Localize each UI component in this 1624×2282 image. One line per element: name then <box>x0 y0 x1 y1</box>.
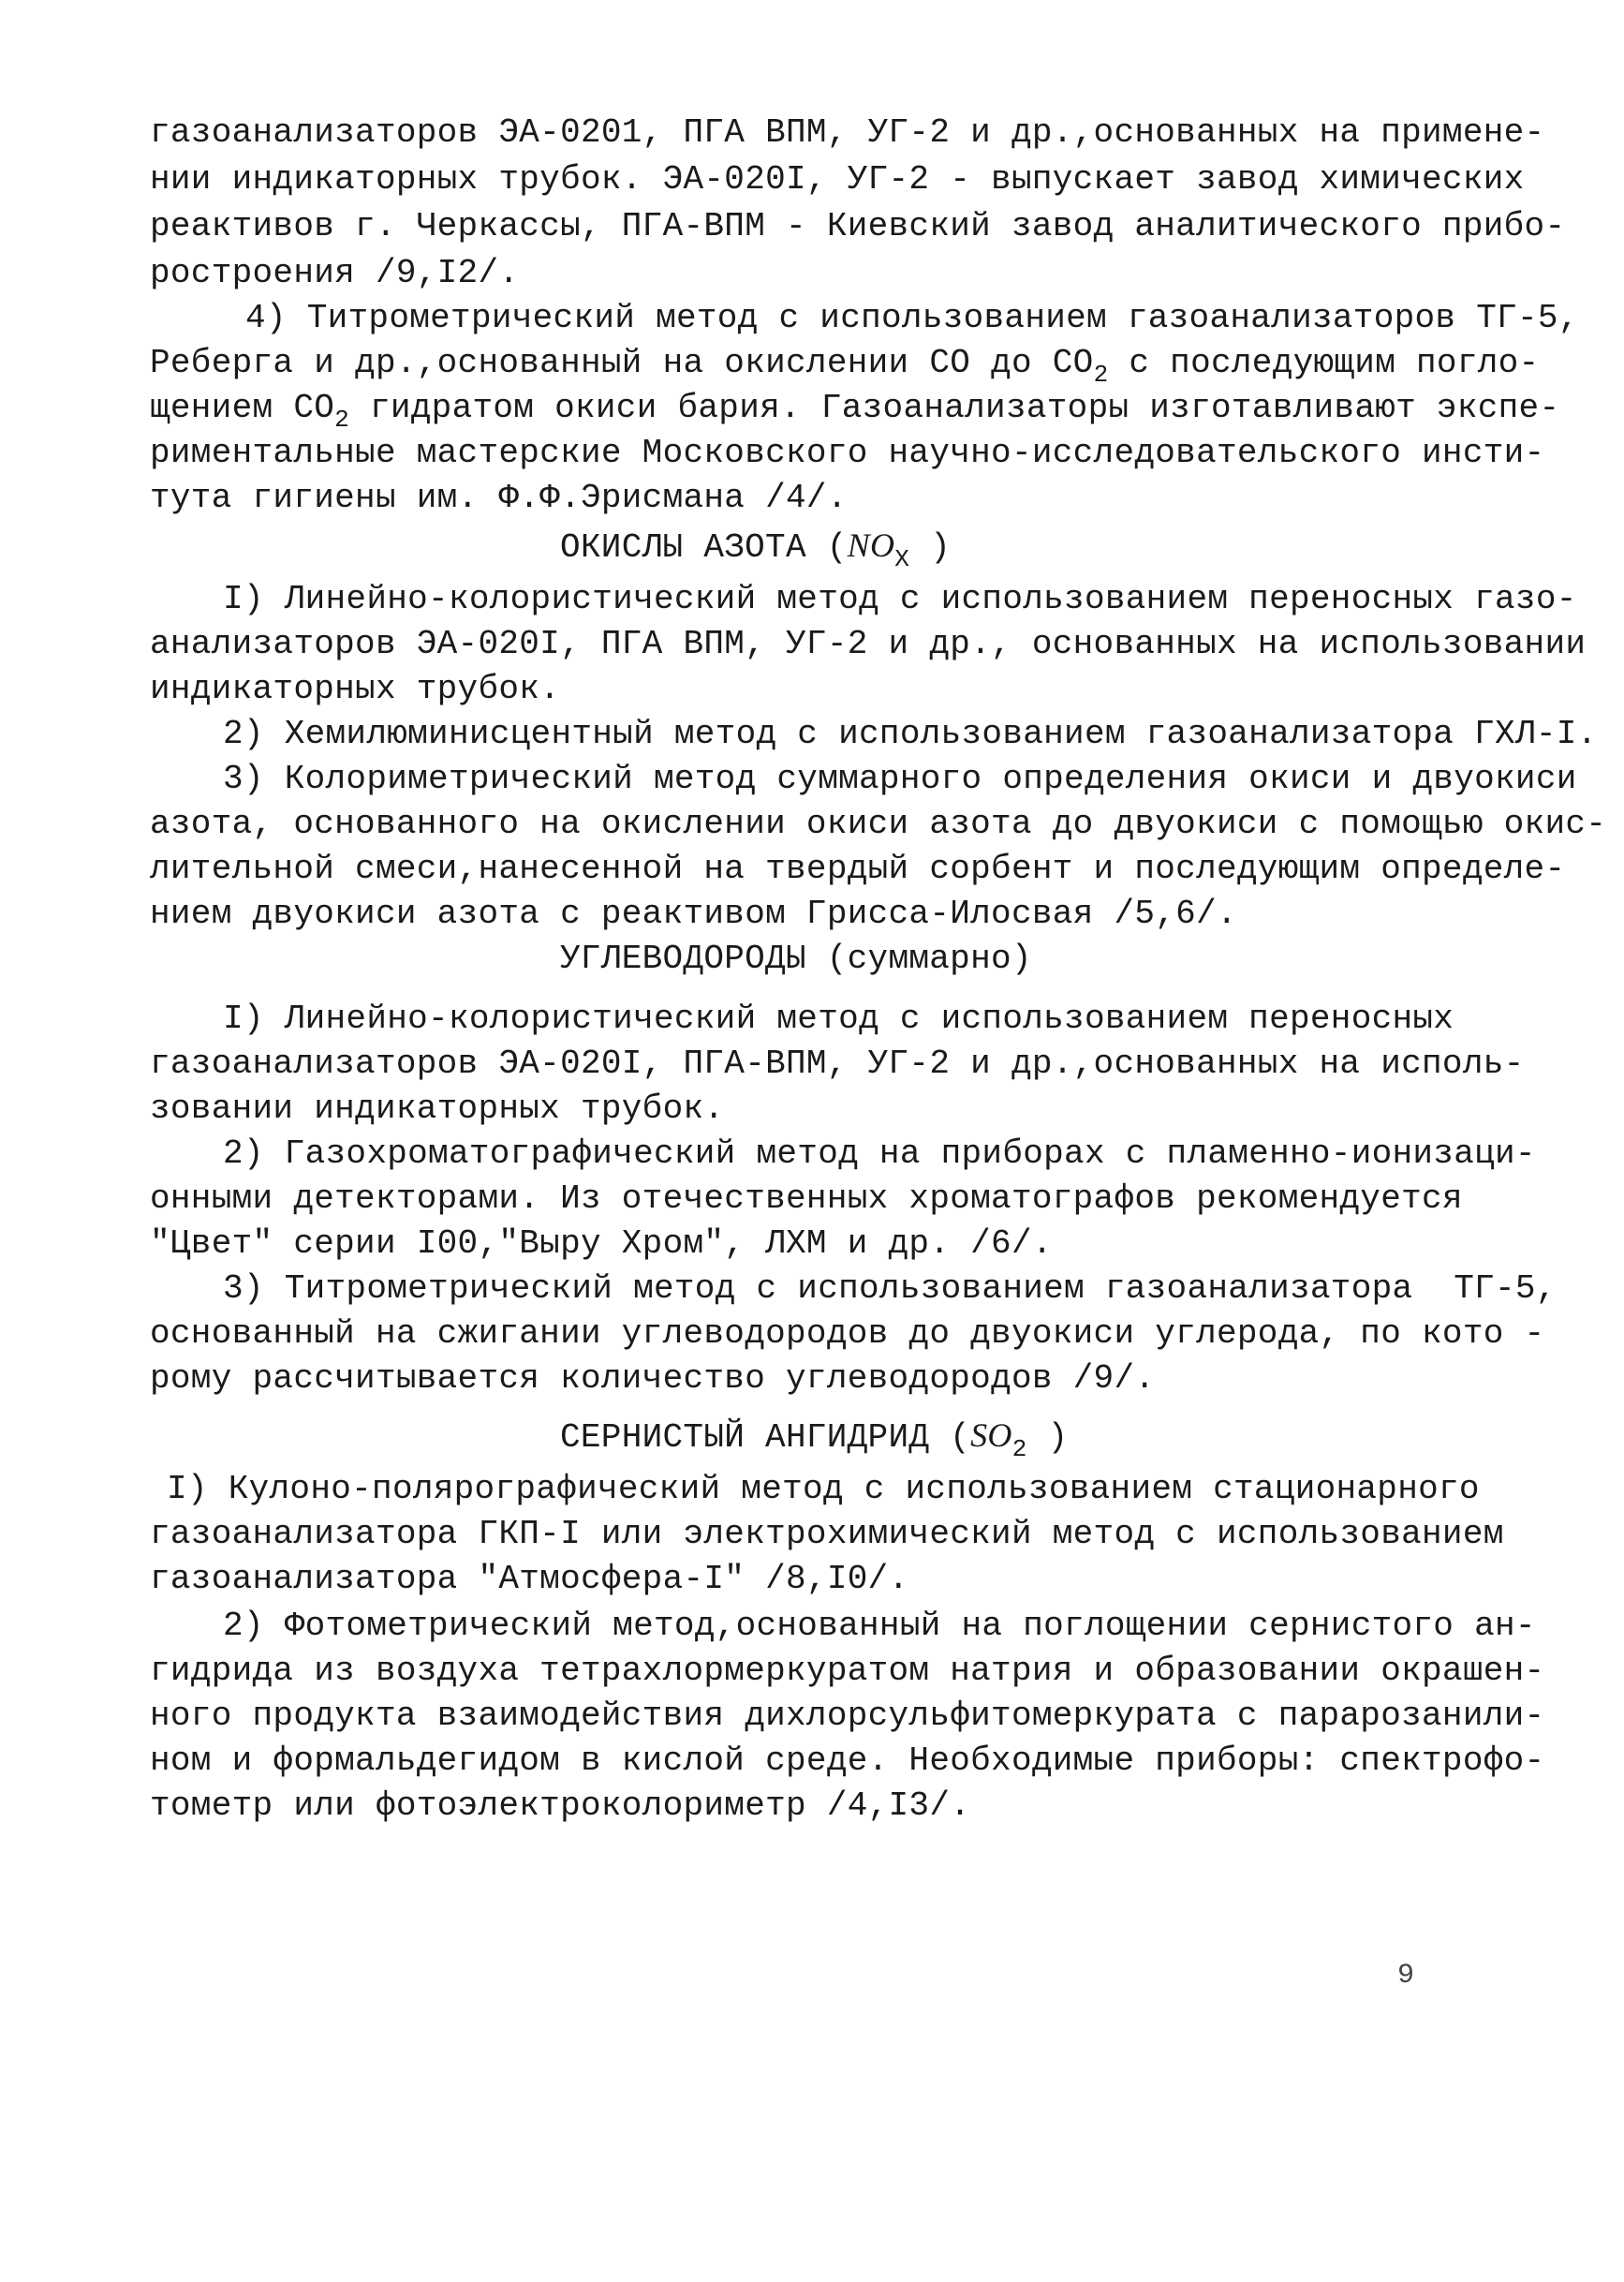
co-method4-line-2-a: Реберга и др.,основанный на окислении СО до СО <box>150 344 1094 382</box>
intro-line-1: газоанализаторов ЭА-0201, ПГА ВПМ, УГ-2 и др.,основанных на примене- <box>150 113 1545 152</box>
nox-line-5: 3) Колориметрический метод суммарного определения окиси и двуокиси <box>223 760 1577 798</box>
co2-subscript: 2 <box>334 406 350 434</box>
co-method4-line-2-b: с последующим погло- <box>1108 344 1540 382</box>
nox-subscript: X <box>894 545 910 573</box>
intro-line-3: реактивов г. Черкассы, ПГА-ВПМ - Киевский завод аналитического прибо- <box>150 207 1566 245</box>
hc-heading: УГЛЕВОДОРОДЫ (суммарно) <box>560 940 1032 978</box>
nox-heading <box>560 525 951 573</box>
nox-line-2: анализаторов ЭА-020I, ПГА ВПМ, УГ-2 и др., основанных на использовании <box>150 625 1587 663</box>
intro-line-4: ростроения /9,I2/. <box>150 254 520 292</box>
co-method4-line-3-a: щением СО <box>150 389 335 427</box>
intro-line-2: нии индикаторных трубок. ЭА-020I, УГ-2 - выпускает завод химических <box>150 160 1525 199</box>
co-method4-line-3-b: гидратом окиси бария. Газоанализаторы изготавливают экспе- <box>349 389 1560 427</box>
hc-line-4: 2) Газохроматографический метод на приборах с пламенно-ионизаци- <box>223 1134 1536 1173</box>
so2-heading-text: СЕРНИСТЫЙ АНГИДРИД ( <box>560 1418 971 1457</box>
so2-subscript: 2 <box>1011 1435 1027 1463</box>
hc-line-3: зовании индикаторных трубок. <box>150 1089 725 1128</box>
co-method4-line-1: 4) Титрометрический метод с использованием газоанализаторов ТГ-5, <box>245 299 1579 337</box>
co2-subscript: 2 <box>1093 361 1109 389</box>
so2-heading-close: ) <box>1026 1418 1069 1457</box>
hc-line-9: рому рассчитывается количество углеводородов /9/. <box>150 1359 1156 1398</box>
so2-heading <box>560 1415 1069 1463</box>
so2-line-1: I) Кулоно-полярографический метод с использованием стационарного <box>167 1470 1480 1508</box>
hc-line-7: 3) Титрометрический метод с использованием газоанализатора ТГ-5, <box>223 1269 1557 1308</box>
nox-heading-text: ОКИСЛЫ АЗОТА ( <box>560 528 848 567</box>
so2-line-4: 2) Фотометрический метод,основанный на поглощении сернистого ан- <box>223 1607 1536 1645</box>
so2-line-7: ном и формальдегидом в кислой среде. Необходимые приборы: спектрофо- <box>150 1741 1545 1780</box>
nox-line-3: индикаторных трубок. <box>150 670 561 708</box>
so2-line-2: газоанализатора ГКП-I или электрохимический метод с использованием <box>150 1515 1504 1553</box>
hc-line-1: I) Линейно-колористический метод с использованием переносных <box>223 1000 1454 1038</box>
nox-heading-close: ) <box>909 528 951 567</box>
nox-formula: NO <box>847 526 895 564</box>
co-method4-line-2 <box>150 343 1540 389</box>
nox-line-6: азота, основанного на окислении окиси азота до двуокиси с помощью окис- <box>150 805 1607 843</box>
so2-line-8: тометр или фотоэлектроколориметр /4,I3/. <box>150 1786 971 1825</box>
co-method4-line-3 <box>150 388 1560 434</box>
so2-line-6: ного продукта взаимодействия дихлорсульфитомеркурата с парарозанили- <box>150 1697 1545 1735</box>
nox-line-7: лительной смеси,нанесенной на твердый сорбент и последующим определе- <box>150 850 1566 888</box>
hc-line-5: онными детекторами. Из отечественных хроматографов рекомендуется <box>150 1179 1463 1218</box>
so2-line-3: газоанализатора "Атмосфера-I" /8,I0/. <box>150 1560 909 1598</box>
nox-line-8: нием двуокиси азота с реактивом Грисса-Илосвая /5,6/. <box>150 895 1237 933</box>
page-number: 9 <box>1397 1960 1415 1992</box>
hc-line-2: газоанализаторов ЭА-020I, ПГА-ВПМ, УГ-2 и др.,основанных на исполь- <box>150 1045 1525 1083</box>
hc-line-8: основанный на сжигании углеводородов до двуокиси углерода, по кото - <box>150 1314 1545 1353</box>
so2-formula: SO <box>970 1416 1012 1454</box>
hc-line-6: "Цвет" серии I00,"Выру Хром", ЛХМ и др. /6/. <box>150 1224 1053 1263</box>
co-method4-line-4: риментальные мастерские Московского научно-исследовательского инсти- <box>150 434 1545 472</box>
co-method4-line-5: тута гигиены им. Ф.Ф.Эрисмана /4/. <box>150 479 848 517</box>
nox-line-4: 2) Хемилюминисцентный метод с использованием газоанализатора ГХЛ-I. <box>223 715 1598 753</box>
nox-line-1: I) Линейно-колористический метод с использованием переносных газо- <box>223 580 1577 618</box>
so2-line-5: гидрида из воздуха тетрахлормеркуратом натрия и образовании окрашен- <box>150 1652 1545 1690</box>
